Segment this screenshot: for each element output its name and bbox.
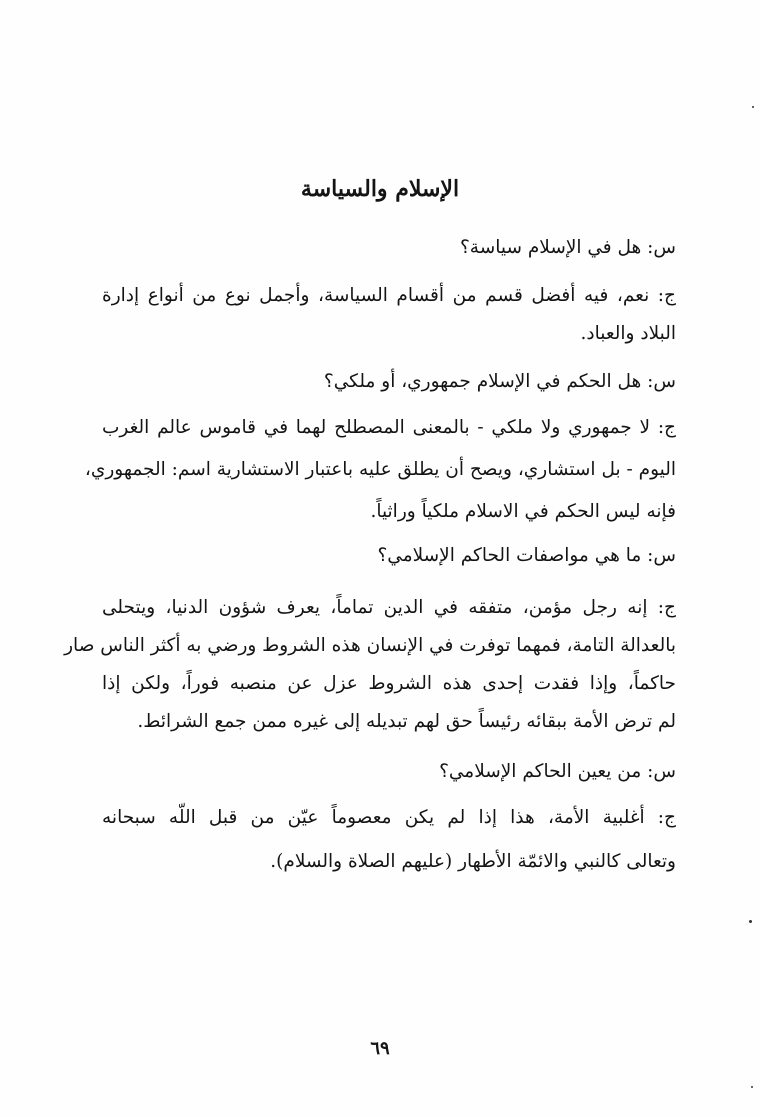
- answer-line: ج: أغلبية الأمة، هذا إذا لم يكن معصوماً عيّن من قبل اللّه سبحانه: [102, 807, 676, 828]
- answer-line: فإنه ليس الحكم في الاسلام ملكياً وراثياً.: [370, 501, 676, 522]
- answer-line: البلاد والعباد.: [580, 323, 676, 344]
- question-line: س: هل الحكم في الإسلام جمهوري، أو ملكي؟: [323, 371, 676, 392]
- answer-line: ج: إنه رجل مؤمن، متفقه في الدين تماماً، يعرف شؤون الدنيا، ويتحلى: [102, 597, 676, 618]
- answer-line: ج: نعم، فيه أفضل قسم من أقسام السياسة، وأجمل نوع من أنواع إدارة: [102, 285, 676, 306]
- scan-speck: [752, 106, 754, 108]
- question-line: س: ما هي مواصفات الحاكم الإسلامي؟: [377, 545, 676, 566]
- answer-line: وتعالى كالنبي والائمّة الأطهار (عليهم الصلاة والسلام).: [270, 851, 676, 872]
- answer-line: حاكماً، وإذا فقدت إحدى هذه الشروط عزل عن منصبه فوراً، ولكن إذا: [102, 673, 676, 694]
- answer-line: لم ترض الأمة ببقائه رئيساً حق لهم تبديله إلى غيره ممن جمع الشرائط.: [137, 711, 676, 732]
- answer-line: ج: لا جمهوري ولا ملكي - بالمعنى المصطلح لهما في قاموس عالم الغرب: [102, 417, 676, 438]
- scan-speck: [749, 920, 752, 923]
- page-title: الإسلام والسياسة: [300, 176, 460, 202]
- question-line: س: من يعين الحاكم الإسلامي؟: [439, 761, 676, 782]
- answer-line: اليوم - بل استشاري، ويصح أن يطلق عليه باعتبار الاستشارية اسم: الجمهوري،: [84, 459, 676, 480]
- page-number: ٦٩: [370, 1038, 390, 1059]
- question-line: س: هل في الإسلام سياسة؟: [459, 237, 676, 258]
- scan-speck: [751, 1086, 753, 1088]
- answer-line: بالعدالة التامة، فمهما توفرت في الإنسان هذه الشروط ورضي به أكثر الناس صار: [64, 635, 676, 656]
